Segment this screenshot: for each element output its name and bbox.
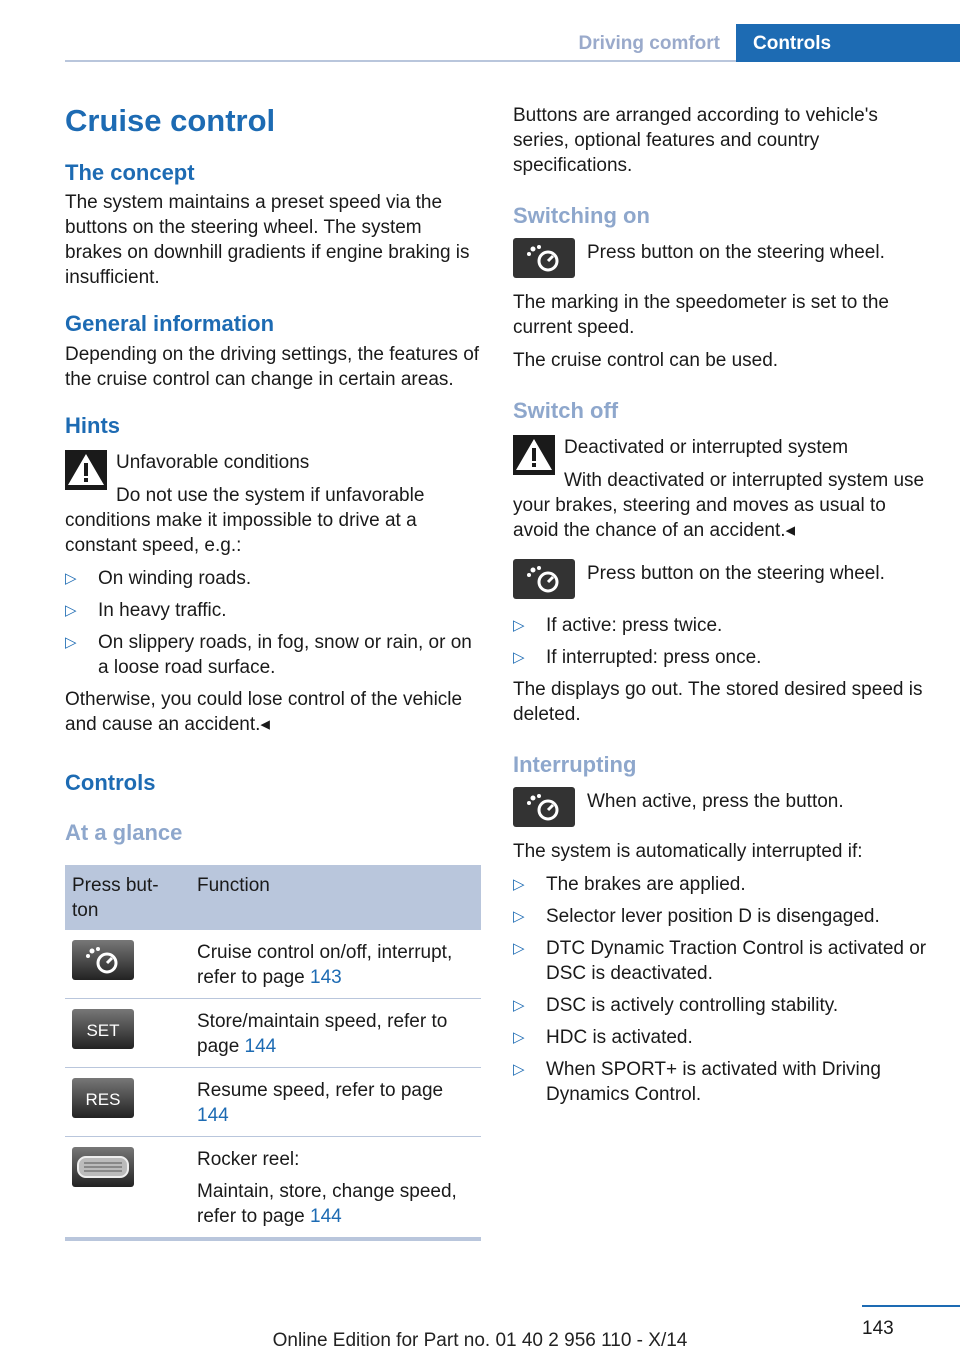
hints-heading: Hints: [65, 413, 120, 438]
list-item: ▷ On winding roads.: [65, 568, 252, 589]
hints-list: [65, 566, 481, 680]
general-text: Depending on the driving settings, the features of the cruise control can change in certain areas.: [65, 344, 480, 390]
table-header-row: [65, 865, 481, 930]
col-header-button: Press but- ton: [65, 865, 190, 930]
cruise-control-button-icon: [72, 940, 134, 980]
button-instruction: Press button on the steering wheel.: [587, 563, 885, 584]
svg-text:SET: SET: [86, 1021, 120, 1040]
header-tab: Controls: [736, 24, 960, 62]
table-cell: Rocker reel: Maintain, store, change speed, refer to page 144: [190, 1137, 481, 1240]
list-item: ▷ On slippery roads, in fog, snow or rain, or on a loose road surface.: [65, 632, 472, 678]
table-cell: Store/maintain speed, refer to page 144: [190, 999, 481, 1068]
page-number: 143: [862, 1318, 894, 1339]
set-button-icon: [72, 1009, 134, 1049]
page-title: Cruise control: [65, 103, 276, 138]
list-item: ▷ Selector lever position D is disengaged.: [513, 906, 880, 927]
buttons-table: [65, 865, 481, 1241]
bullet-triangle-icon: ▷: [513, 997, 525, 1014]
switch-off-list: [513, 613, 929, 670]
bullet-triangle-icon: ▷: [65, 634, 77, 651]
page-link[interactable]: 144: [310, 1206, 342, 1227]
page-link[interactable]: 144: [244, 1036, 277, 1057]
switch-on-button-row: [513, 240, 929, 284]
warning-text: With deactivated or interrupted system use your brakes, steering and moves as usual to avoid the chance of an accident.◂: [513, 470, 925, 541]
page-link[interactable]: 143: [310, 967, 342, 988]
warning-title: Unfavorable conditions: [116, 452, 310, 473]
bullet-triangle-icon: ▷: [65, 570, 77, 587]
warning-icon: [65, 450, 107, 490]
table-cell: [65, 1137, 190, 1240]
concept-text: The system maintains a preset speed via the buttons on the steering wheel. The system brakes on downhill gradients if engine braking is insufficient.: [65, 192, 470, 288]
list-item: ▷ In heavy traffic.: [65, 600, 227, 621]
header-section: Driving comfort: [578, 33, 720, 54]
bullet-triangle-icon: ▷: [513, 1061, 525, 1078]
table-cell: Cruise control on/off, interrupt, refer to page 143: [190, 930, 481, 999]
interrupt-button-row: [513, 789, 929, 833]
table-cell: [65, 999, 190, 1068]
list-item: ▷ If active: press twice.: [513, 615, 723, 636]
intro-text: Buttons are arranged according to vehicle's series, optional features and country specifications.: [513, 105, 878, 176]
rocker-reel-icon: [72, 1147, 134, 1187]
svg-text:RES: RES: [85, 1090, 121, 1109]
bullet-triangle-icon: ▷: [513, 908, 525, 925]
hints-after: Otherwise, you could lose control of the vehicle and cause an accident.◂: [65, 689, 463, 735]
cruise-control-button-icon: [513, 559, 575, 599]
interrupting-heading: Interrupting: [513, 752, 637, 777]
footer-rule: [862, 1305, 960, 1307]
res-button-icon: [72, 1078, 134, 1118]
rocker-title: Rocker reel:: [197, 1149, 300, 1170]
page-link[interactable]: 144: [197, 1105, 229, 1126]
bullet-triangle-icon: ▷: [513, 1029, 525, 1046]
list-item: ▷ DTC Dynamic Traction Control is activated or DSC is deactivated.: [513, 938, 927, 984]
right-column: [513, 103, 929, 1114]
switch-off-warning: [513, 435, 929, 481]
list-item: ▷ HDC is activated.: [513, 1027, 693, 1048]
cruise-control-button-icon: [513, 787, 575, 827]
general-heading: General information: [65, 311, 275, 336]
controls-heading: Controls: [65, 770, 156, 795]
table-cell: Resume speed, refer to page 144: [190, 1068, 481, 1137]
button-instruction: When active, press the button.: [587, 791, 844, 812]
switch-off-after: The displays go out. The stored desired speed is deleted.: [513, 679, 923, 725]
table-cell: [65, 1068, 190, 1137]
list-item: ▷ DSC is actively controlling stability.: [513, 995, 839, 1016]
cruise-control-button-icon: [513, 238, 575, 278]
interrupt-intro: The system is automatically interrupted if:: [513, 841, 863, 862]
warning-icon: [513, 435, 555, 475]
bullet-triangle-icon: ▷: [513, 876, 525, 893]
list-item: ▷ If interrupted: press once.: [513, 647, 762, 668]
list-item: ▷ The brakes are applied.: [513, 874, 746, 895]
list-item: ▷ When SPORT+ is activated with Driving Dynamics Control.: [513, 1059, 881, 1105]
warning-text: Do not use the system if unfavorable conditions make it impossible to drive at a constant speed, e.g.:: [65, 485, 425, 556]
footer-text: Online Edition for Part no. 01 40 2 956 110 - X/14: [272, 1330, 688, 1351]
table-row: [65, 1137, 481, 1240]
glance-heading: At a glance: [65, 820, 183, 845]
warning-title: Deactivated or interrupted system: [564, 437, 849, 458]
concept-heading: The concept: [65, 160, 195, 185]
interrupt-list: [513, 872, 929, 1107]
bullet-triangle-icon: ▷: [513, 940, 525, 957]
switching-on-heading: Switching on: [513, 203, 650, 228]
table-row: [65, 999, 481, 1068]
bullet-triangle-icon: ▷: [513, 617, 525, 634]
table-cell: [65, 930, 190, 999]
left-column: [65, 103, 481, 1241]
bullet-triangle-icon: ▷: [65, 602, 77, 619]
hints-warning: [65, 450, 481, 496]
button-instruction: Press button on the steering wheel.: [587, 242, 885, 263]
table-row: [65, 930, 481, 999]
table-row: [65, 1068, 481, 1137]
switch-on-p2: The cruise control can be used.: [513, 350, 779, 371]
bullet-triangle-icon: ▷: [513, 649, 525, 666]
switch-off-button-row: [513, 561, 929, 605]
col-header-function: Function: [190, 865, 481, 930]
switch-on-p1: The marking in the speedometer is set to the current speed.: [513, 292, 889, 338]
switch-off-heading: Switch off: [513, 398, 619, 423]
